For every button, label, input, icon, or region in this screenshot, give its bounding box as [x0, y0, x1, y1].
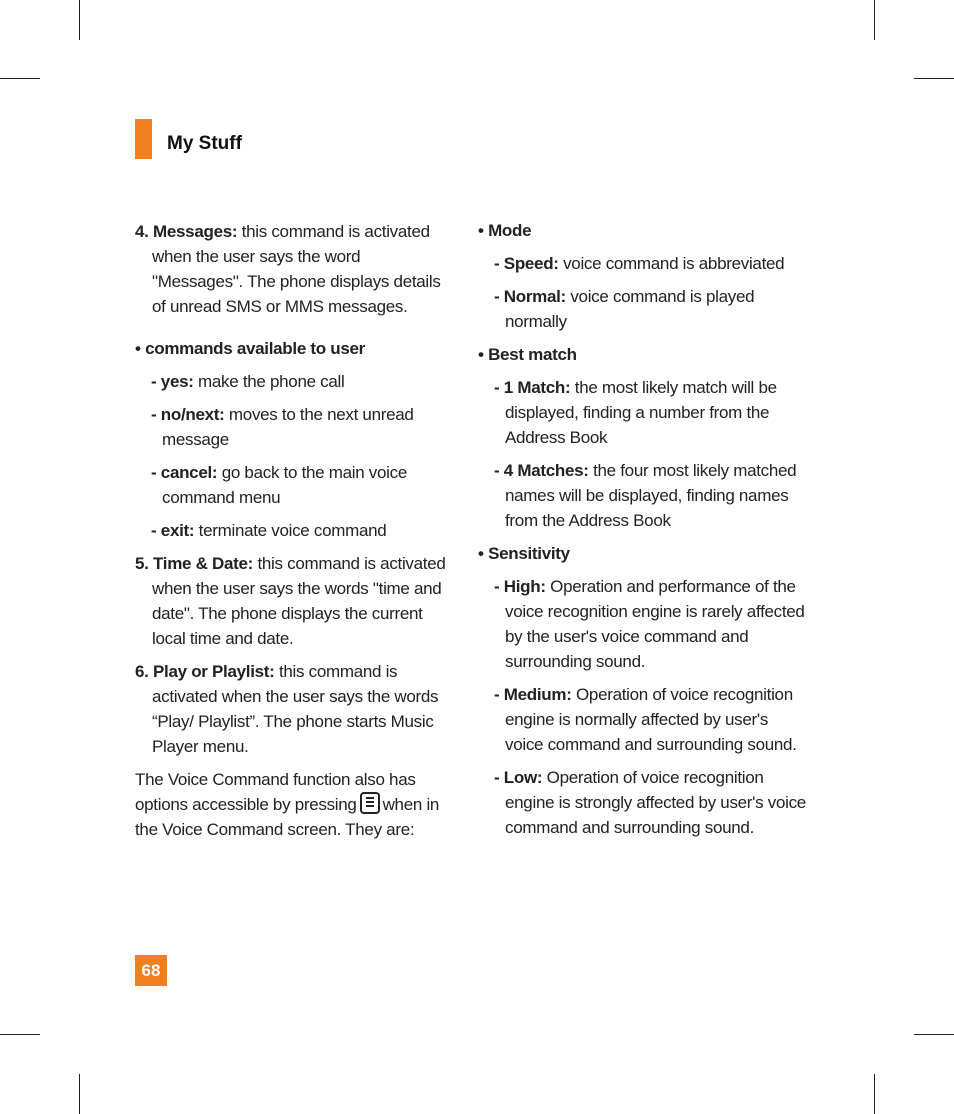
- item-time-date: 5. Time & Date: this command is activated when the user says the words "time and date". The phone displays the current local time and date.: [135, 554, 446, 648]
- sensitivity-medium: - Medium: Operation of voice recognition engine is normally affected by user's voice command and surrounding sound.: [494, 685, 797, 754]
- options-paragraph: The Voice Command function also has options accessible by pressing when in the Voice Command screen. They are:: [135, 770, 440, 839]
- crop-mark: [0, 1034, 40, 1035]
- mode-normal: - Normal: voice command is played normally: [494, 287, 755, 331]
- crop-mark: [874, 0, 875, 40]
- left-column: [135, 219, 455, 842]
- crop-mark: [79, 0, 80, 40]
- mode-speed: - Speed: voice command is abbreviated: [494, 254, 785, 273]
- mode-heading: • Mode: [478, 221, 532, 240]
- section-accent-bar: [135, 119, 152, 159]
- page-number: 68: [135, 955, 167, 986]
- commands-heading: • commands available to user: [135, 339, 365, 358]
- best-match-heading: • Best match: [478, 345, 577, 364]
- command-no-next: - no/next: moves to the next unread message: [151, 405, 414, 449]
- command-yes: - yes: make the phone call: [151, 372, 345, 391]
- item-messages: 4. Messages: this command is activated when the user says the word "Messages". The phone displays details of unread SMS or MMS messages.: [135, 222, 441, 316]
- command-cancel: - cancel: go back to the main voice command menu: [151, 463, 407, 507]
- crop-mark: [914, 78, 954, 79]
- best-match-4: - 4 Matches: the four most likely matched names will be displayed, finding names from the Address Book: [494, 461, 797, 530]
- sensitivity-high: - High: Operation and performance of the voice recognition engine is rarely affected by the user's voice command and surrounding sound.: [494, 577, 805, 671]
- sensitivity-heading: • Sensitivity: [478, 544, 570, 563]
- crop-mark: [79, 1074, 80, 1114]
- item-play-playlist: 6. Play or Playlist: this command is activated when the user says the words “Play/ Playlist”. The phone starts Music Player menu.: [135, 662, 439, 756]
- best-match-1: - 1 Match: the most likely match will be displayed, finding a number from the Address Book: [494, 378, 777, 447]
- crop-mark: [874, 1074, 875, 1114]
- menu-key-icon: [360, 792, 380, 814]
- crop-mark: [914, 1034, 954, 1035]
- sensitivity-low: - Low: Operation of voice recognition engine is strongly affected by user's voice command and surrounding sound.: [494, 768, 806, 837]
- crop-mark: [0, 78, 40, 79]
- right-column: [478, 218, 808, 848]
- command-exit: - exit: terminate voice command: [151, 521, 387, 540]
- section-title: My Stuff: [167, 133, 242, 154]
